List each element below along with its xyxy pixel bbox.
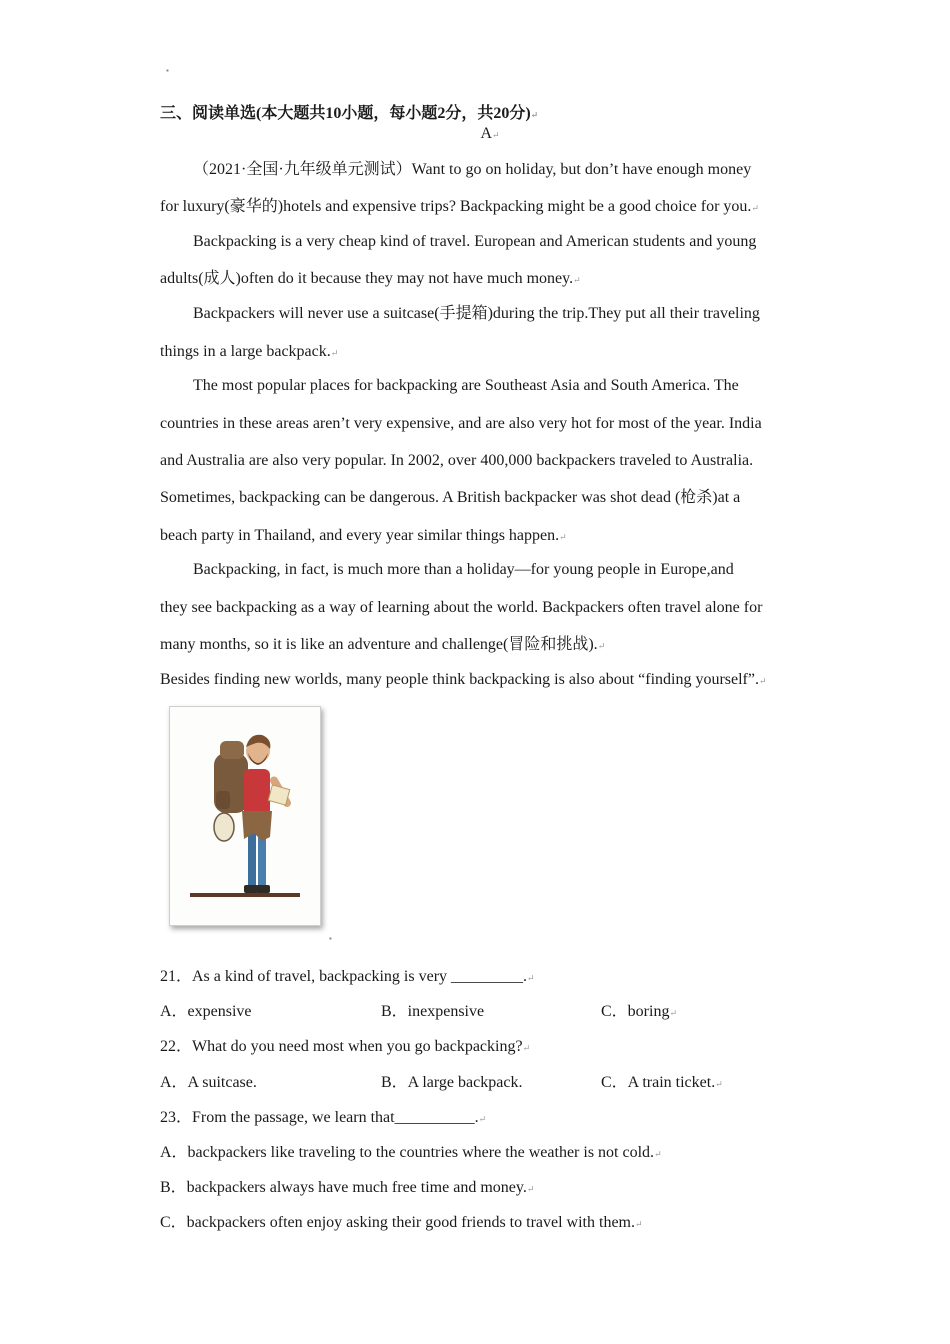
passage-line: beach party in Thailand, and every year similar things happen.↵ [160, 527, 567, 544]
question-21: 21．As a kind of travel, backpacking is very _________.↵ [160, 968, 535, 985]
passage-line: Sometimes, backpacking can be dangerous. A British backpacker was shot dead (枪杀)at a [160, 489, 741, 506]
section-title: 三、阅读单选(本大题共10小题，每小题2分，共20分)↵ [160, 105, 539, 122]
ground-line [190, 893, 300, 897]
passage-line: adults(成人)often do it because they may not have much money.↵ [160, 270, 581, 287]
question-22-option-c: C．A train ticket.↵ [601, 1074, 723, 1091]
question-22-option-b: B．A large backpack. [381, 1074, 523, 1091]
question-23-option-a: A．backpackers like traveling to the countries where the weather is not cold.↵ [160, 1144, 662, 1161]
map [268, 785, 290, 805]
passage-line: Backpacking is a very cheap kind of travel. European and American students and young [193, 233, 757, 250]
backpacker-figure [170, 707, 320, 925]
question-21-option-a: A．expensive [160, 1003, 252, 1020]
passage-line: Backpacking, in fact, is much more than a holiday—for young people in Europe,and [193, 561, 734, 578]
question-23-option-c: C．backpackers often enjoy asking their good friends to travel with them.↵ [160, 1214, 643, 1231]
passage-line: The most popular places for backpacking are Southeast Asia and South America. The [193, 377, 739, 394]
passage-line: （2021·全国·九年级单元测试）Want to go on holiday, but don’t have enough money [193, 161, 752, 178]
passage-line: they see backpacking as a way of learning about the world. Backpackers often travel alone for [160, 599, 763, 616]
passage-line: and Australia are also very popular. In 2002, over 400,000 backpackers traveled to Australia. [160, 452, 754, 469]
question-21-option-c: C．boring↵ [601, 1003, 677, 1020]
paragraph-mark: ▪ [166, 66, 169, 75]
passage-label: A↵ [480, 125, 500, 142]
question-22: 22．What do you need most when you go backpacking?↵ [160, 1038, 531, 1055]
question-21-option-b: B．inexpensive [381, 1003, 485, 1020]
paragraph-mark: ▪ [329, 934, 332, 943]
passage-line: countries in these areas aren’t very expensive, and are also very hot for most of the year. India [160, 415, 762, 432]
passage-line: Besides finding new worlds, many people think backpacking is also about “finding yourself”.↵ [160, 671, 767, 688]
question-23: 23．From the passage, we learn that__________.↵ [160, 1109, 487, 1126]
backpacker-illustration [169, 706, 321, 926]
question-23-option-b: B．backpackers always have much free time and money.↵ [160, 1179, 535, 1196]
question-22-option-a: A．A suitcase. [160, 1074, 257, 1091]
passage-line: Backpackers will never use a suitcase(手提箱)during the trip.They put all their traveling [193, 305, 760, 322]
passage-line: for luxury(豪华的)hotels and expensive trips? Backpacking might be a good choice for you.↵ [160, 198, 759, 215]
rolled-mat [214, 813, 234, 841]
passage-line: things in a large backpack.↵ [160, 343, 339, 360]
passage-line: many months, so it is like an adventure and challenge(冒险和挑战).↵ [160, 636, 606, 653]
